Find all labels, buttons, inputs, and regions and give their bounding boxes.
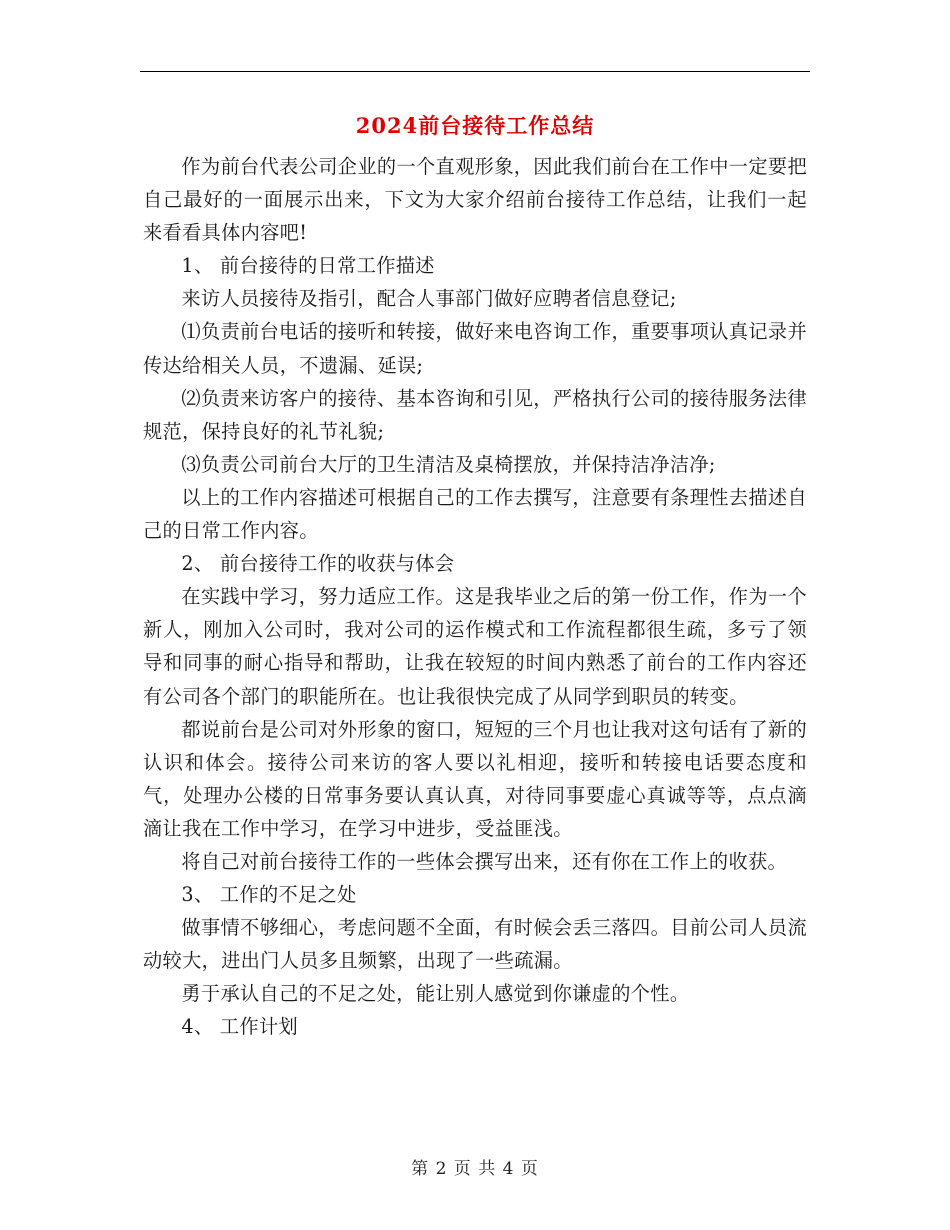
paragraph: 来访人员接待及指引，配合人事部门做好应聘者信息登记; [181,287,677,311]
section-heading-3: 3、 工作的不足之处 [181,883,357,907]
page-number-footer: 第 2 页 共 4 页 [411,1159,539,1179]
header-rule [140,71,810,72]
intro-paragraph: 作为前台代表公司企业的一个直观形象，因此我们前台在工作中一定要把自己最好的一面展示出来，下文为大家介绍前台接待工作总结，让我们一起来看看具体内容吧! [143,155,807,245]
list-item-3: ⑶负责公司前台大厅的卫生清洁及桌椅摆放，并保持洁净洁净; [181,452,716,476]
paragraph: 在实践中学习，努力适应工作。这是我毕业之后的第一份工作，作为一个新人，刚加入公司时，我对公司的运作模式和工作流程都很生疏，多亏了领导和同事的耐心指导和帮助，让我在较短的时间内熟悉了前台的工作内容还有公司各个部门的职能所在。也让我很快完成了从同学到职员的转变。 [143,585,807,708]
paragraph: 都说前台是公司对外形象的窗口，短短的三个月也让我对这句话有了新的认识和体会。接待公司来访的客人要以礼相迎，接听和转接电话要态度和气，处理办公楼的日常事务要认真认真，对待同事要虚心真诚等等，点点滴滴让我在工作中学习，在学习中进步，受益匪浅。 [143,717,807,840]
paragraph: 将自己对前台接待工作的一些体会撰写出来，还有你在工作上的收获。 [181,849,788,873]
document-body [143,150,807,1044]
paragraph: 以上的工作内容描述可根据自己的工作去撰写，注意要有条理性去描述自己的日常工作内容。 [143,485,807,543]
section-heading-4: 4、 工作计划 [181,1015,299,1039]
section-heading-1: 1、 前台接待的日常工作描述 [181,254,435,278]
paragraph: 勇于承认自己的不足之处，能让别人感觉到你谦虚的个性。 [181,982,690,1006]
list-item-2: ⑵负责来访客户的接待、基本咨询和引见，严格执行公司的接待服务法律规范，保持良好的礼节礼貌; [143,386,807,443]
paragraph: 做事情不够细心，考虑问题不全面，有时候会丢三落四。目前公司人员流动较大，进出门人员多且频繁，出现了一些疏漏。 [143,916,807,973]
section-heading-2: 2、 前台接待工作的收获与体会 [181,552,455,576]
document-title: 2024前台接待工作总结 [355,113,595,138]
list-item-1: ⑴负责前台电话的接听和转接，做好来电咨询工作，重要事项认真记录并传达给相关人员，不遗漏、延误; [143,320,807,377]
